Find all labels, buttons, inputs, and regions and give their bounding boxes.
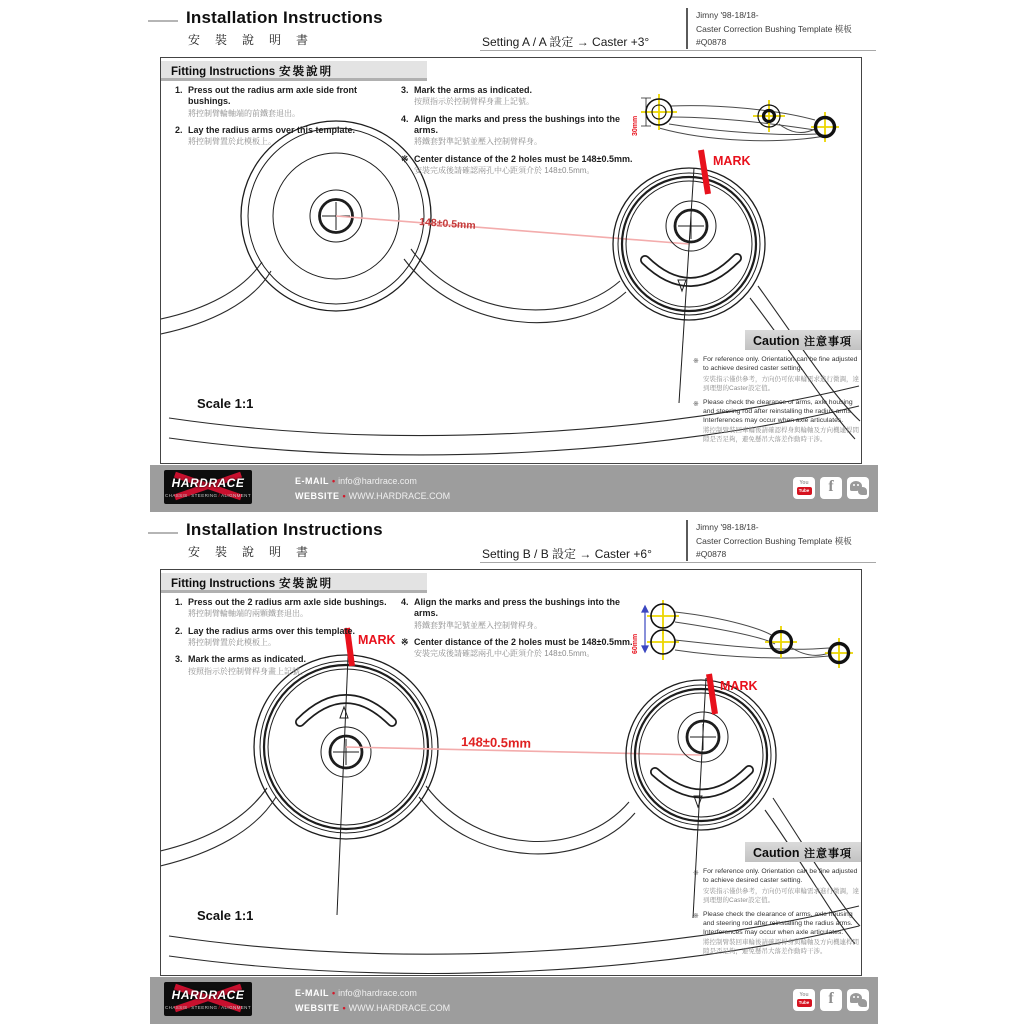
header-rule xyxy=(480,562,876,563)
wechat-icon xyxy=(847,989,869,1011)
header-dash xyxy=(148,532,178,534)
radius-arm-diagram xyxy=(629,84,857,172)
fitting-instructions-title: Fitting Instructions 安裝說明 xyxy=(161,61,427,81)
instruction-step: 1. Press out the 2 radius arm axle side bushings. 將控制臂輪軸端的兩顆鐵套退出。 xyxy=(175,597,387,619)
radius-arm-diagram xyxy=(629,596,857,684)
header-rule xyxy=(480,50,876,51)
caution-title: Caution 注意事項 xyxy=(745,842,861,862)
page-title-zh: 安 裝 說 明 書 xyxy=(188,545,315,559)
dim-arrow-blue xyxy=(642,606,648,652)
steps-column-left xyxy=(175,597,397,683)
mark-label: MARK xyxy=(713,154,751,168)
caution-title: Caution 注意事項 xyxy=(745,330,861,350)
setting-label: Setting B / B 設定 → Caster +6° xyxy=(482,547,652,561)
header-divider xyxy=(686,8,688,49)
steps-column-left xyxy=(175,85,397,154)
instruction-step: 4. Align the marks and press the bushings into the arms. 將鐵套對準記號並壓入控制臂桿身。 xyxy=(401,597,621,630)
scale-label: Scale 1:1 xyxy=(197,908,254,923)
hardrace-logo xyxy=(164,470,252,504)
header-divider xyxy=(686,520,688,561)
instruction-step: 2. Lay the radius arms over this template. 將控制臂置於此模板上。 xyxy=(175,124,356,147)
setting-label: Setting A / A 設定 → Caster +3° xyxy=(482,35,650,49)
template-box xyxy=(160,57,862,464)
instruction-step: 2. Lay the radius arms over this template. 將控制臂置於此模板上。 xyxy=(175,625,356,647)
steps-column-right xyxy=(401,85,633,182)
footer-bar xyxy=(150,465,878,512)
instruction-step: 3. Mark the arms as indicated. 按照指示於控制臂桿身畫上記號。 xyxy=(401,85,534,107)
logo-wordmark: HARDRACE xyxy=(171,988,245,1002)
caution-note: ※ Please check the clearance of arms, axle housing and steering rod after reinstalling the radius arms. Interferences may occur when axle articulates. 將控制臂裝回車輪後請確認桿身與輪軸及方向機連桿間隙是否足夠，避免懸吊大落差作動時干涉。 xyxy=(693,398,859,444)
caution-note: ※ For reference only. Orientation can be fine adjusted to achieve desired caster setting. 安裝指示僅供參考，方向仍可依車輪需求進行微調，達到理想的Caster設定值。 xyxy=(693,356,859,392)
instruction-step: 4. Align the marks and press the bushings into the arms. 將鐵套對準記號並壓入控制臂桿身。 xyxy=(401,113,621,147)
caution-box xyxy=(693,330,861,445)
panel-setting-b xyxy=(0,512,1024,1024)
template-box xyxy=(160,569,862,976)
mark-label: MARK xyxy=(358,633,396,647)
contact-info: E-MAIL • info@hardrace.com WEBSITE • WWW.HARDRACE.COM xyxy=(295,476,451,501)
product-name: Caster Correction Bushing Template 模板 xyxy=(696,23,852,34)
arm-dim-label: 60mm xyxy=(632,633,639,654)
up-arrow xyxy=(340,707,348,718)
page-title: Installation Instructions xyxy=(186,520,383,539)
instruction-step: 1. Press out the radius arm axle side front bushings. 將控制臂輪軸端的前鐵套退出。 xyxy=(175,85,358,118)
steps-column-right xyxy=(401,597,633,666)
facebook-icon: f xyxy=(820,989,842,1011)
facebook-icon: f xyxy=(820,477,842,499)
logo-wordmark: HARDRACE xyxy=(171,476,245,490)
instruction-note: ※ Center distance of the 2 holes must be 148±0.5mm. 安裝完成後請確認兩孔中心距須介於 148±0.5mm。 xyxy=(401,636,633,659)
page-title-zh: 安 裝 說 明 書 xyxy=(188,33,315,47)
youtube-icon: You Tube xyxy=(793,477,815,499)
social-icons xyxy=(793,989,869,1011)
product-name: Caster Correction Bushing Template 模板 xyxy=(696,535,852,546)
product-info xyxy=(696,521,852,562)
scale-label: Scale 1:1 xyxy=(197,396,254,411)
crosshair xyxy=(333,739,359,765)
social-icons xyxy=(793,477,869,499)
caution-box xyxy=(693,842,861,957)
caution-note: ※ For reference only. Orientation can be fine adjusted to achieve desired caster setting. 安裝指示僅供參考，方向仍可依車輪需求進行微調，達到理想的Caster設定值。 xyxy=(693,868,859,904)
dimension-label: 148±0.5mm xyxy=(460,734,532,751)
arm-lines xyxy=(659,106,825,141)
wechat-icon xyxy=(847,477,869,499)
instruction-step: 3. Mark the arms as indicated. 按照指示於控制臂桿身畫上記號。 xyxy=(175,654,308,676)
hardrace-logo xyxy=(164,982,252,1016)
part-number: #Q0878 xyxy=(696,549,727,560)
part-number: #Q0878 xyxy=(696,37,727,48)
fitting-instructions-title: Fitting Instructions 安裝說明 xyxy=(161,573,427,593)
header-dash xyxy=(148,20,178,22)
dimension-label: 148±0.5mm xyxy=(418,216,477,232)
arm-lines xyxy=(675,612,829,658)
logo-tagline: CHASSIS/STEERING/ALIGNMENT xyxy=(165,493,251,498)
page-title: Installation Instructions xyxy=(186,8,383,27)
crosshair-yellow xyxy=(647,600,853,668)
youtube-icon: You Tube xyxy=(793,989,815,1011)
model-name: Jimny '98-18/18- xyxy=(696,10,759,20)
instruction-note: ※ Center distance of the 2 holes must be 148±0.5mm. 安裝完成後請確認兩孔中心距須介於 148±0.5mm。 xyxy=(401,153,633,175)
caution-note: ※ Please check the clearance of arms, axle housing and steering rod after reinstalling the radius arms. Interferences may occur when axle articulates. 將控制臂裝回車輪後請確認桿身與輪軸及方向機連桿間隙是否足夠，避免懸吊大落差作動時干涉。 xyxy=(693,910,859,956)
logo-tagline: CHASSIS/STEERING/ALIGNMENT xyxy=(165,1005,251,1010)
dimension-line xyxy=(336,216,689,244)
mark-label: MARK xyxy=(720,679,758,693)
model-name: Jimny '98-18/18- xyxy=(696,522,759,532)
contact-info: E-MAIL • info@hardrace.com WEBSITE • WWW.HARDRACE.COM xyxy=(295,988,451,1013)
product-info xyxy=(696,9,852,50)
arm-dim-label: 30mm xyxy=(632,115,639,136)
footer-bar xyxy=(150,977,878,1024)
